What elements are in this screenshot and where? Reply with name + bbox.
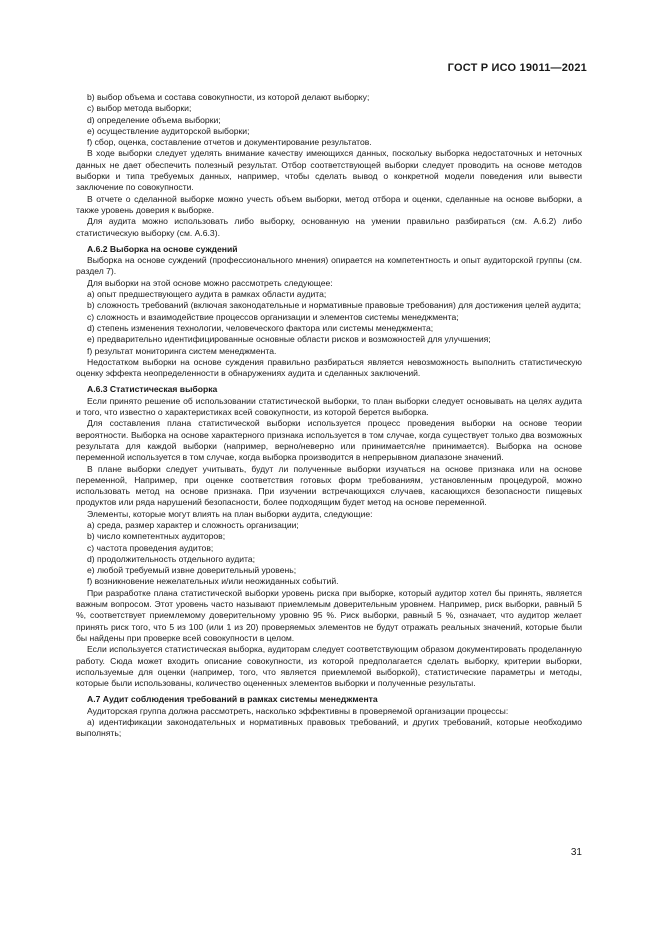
list-item: d) определение объема выборки; [87,114,221,125]
paragraph: Если используется статистическая выборка, аудиторам следует соответствующим образом документировать проделанную работу. Сюда может входить описание совокупности, из которой предполагается сделать выборку, критерии выборки, используемые для оценки (например, того, что является приемлемой выборкой), статистические параметры и методы, которые были использованы, количество оцененных элементов выборки и полученные результаты. [76,644,582,689]
paragraph: В ходе выборки следует уделять внимание качеству имеющихся данных, поскольку выборка недостаточных и неточных данных не дает обеспечить полезный результат. Отбор соответствующей выборки следует проводить на основе методов выборки и типа требуемых данных, например, чтобы сделать вывод о конкретной модели поведения или вывести заключение по совокупности. [76,148,582,193]
list-item: f) возникновение нежелательных и/или неожиданных событий. [87,576,339,587]
list-item: c) сложность и взаимодействие процессов организации и элементов системы менеджмента; [87,311,459,322]
list-item: d) продолжительность отдельного аудита; [87,553,256,564]
list-item: e) любой требуемый извне доверительный уровень; [87,565,297,576]
list-item: c) выбор метода выборки; [87,103,192,114]
paragraph: Аудиторская группа должна рассмотреть, насколько эффективны в проверяемой организации процессы: [87,705,509,716]
paragraph: Недостатком выборки на основе суждения правильно разбираться является невозможность выполнить статистическую оценку эффекта неопределенности в обнаружениях аудита и сделанных заключений. [76,356,582,379]
list-item: a) среда, размер характер и сложность организации; [87,519,299,530]
paragraph: В плане выборки следует учитывать, будут ли полученные выборки изучаться на основе признака или на основе переменной, Например, при оценке соответствия готовых форм требованиям, установленным процедурой, можно использовать метод на основе признака. При изучении встречающихся случаев, касающихся безопасности пищевых продуктов или ряда нарушений безопасности, более подходящим будет метод на основе переменной. [76,463,582,508]
list-item: b) выбор объема и состава совокупности, из которой делают выборку; [87,92,370,102]
list-item: f) сбор, оценка, составление отчетов и документирование результатов. [87,137,372,148]
paragraph: Если принято решение об использовании статистической выборки, то план выборки следует основывать на целях аудита и того, что известно о характеристиках всей совокупности, из которой берется выборка. [76,395,582,418]
list-item: e) осуществление аудиторской выборки; [87,125,250,136]
document-body [76,92,582,740]
list-item: b) число компетентных аудиторов; [87,531,226,542]
list-item: a) опыт предшествующего аудита в рамках области аудита; [87,289,327,300]
list-item: c) частота проведения аудитов; [87,542,214,553]
section-heading: А.6.3 Статистическая выборка [87,384,218,395]
paragraph: Элементы, которые могут влиять на план выборки аудита, следующие: [87,508,373,519]
paragraph: Для составления плана статистической выборки используется процесс проведения выборки на основе теории вероятности. Выборка на основе характерного признака используется в том случае, когда существует только два возможных результата для каждой выборки (например, верно/неверно или принимается/не принимается). Выборка на основе переменной используется в том случае, когда выборка производится в непрерывном диапазоне значений. [76,418,582,463]
paragraph: Выборка на основе суждений (профессионального мнения) опирается на компетентность и опыт аудиторской группы (см. раздел 7). [76,255,582,277]
paragraph: Для выборки на этой основе можно рассмотреть следующее: [87,277,333,288]
list-item: f) результат мониторинга систем менеджмента. [87,345,277,356]
section-heading: А.7 Аудит соблюдения требований в рамках системы менеджмента [87,694,378,705]
list-item: a) идентификации законодательных и нормативных правовых требований, и других требований, которые необходимо выполнять; [76,717,582,739]
list-item: d) степень изменения технологии, человеческого фактора или системы менеджмента; [87,322,434,333]
paragraph: Для аудита можно использовать либо выборку, основанную на умении правильно разбираться (см. А.6.2) либо статистическую выборку (см. А.6.3). [76,216,582,238]
paragraph: В отчете о сделанной выборке можно учесть объем выборки, метод отбора и оценки, сделанные на основе выборки, а также уровень доверия к выборке. [76,193,582,215]
list-item: b) сложность требований (включая законодательные и нормативные правовые требования) для достижения целей аудита; [87,300,582,311]
page-number: 31 [570,847,582,858]
paragraph: При разработке плана статистической выборки уровень риска при выборке, который аудитор хотел бы принять, является важным вопросом. Этот уровень часто называют приемлемым доверительным уровнем. Например, риск выборки, равный 5 %, соответствует приемлемому доверительному уровню 95 %. Риск выборки, равный 5 %, означает, что аудитор желает принять риск того, что 5 из 100 (или 1 из 20) проверяемых элементов не будут отражать реальных значений, которые были бы найдены при проверке всей совокупности в целом. [76,587,582,643]
standard-designation: ГОСТ Р ИСО 19011—2021 [447,62,587,74]
section-heading: А.6.2 Выборка на основе суждений [87,243,238,254]
list-item: e) предварительно идентифицированные основные области рисков и возможностей для улучшения; [87,334,491,345]
